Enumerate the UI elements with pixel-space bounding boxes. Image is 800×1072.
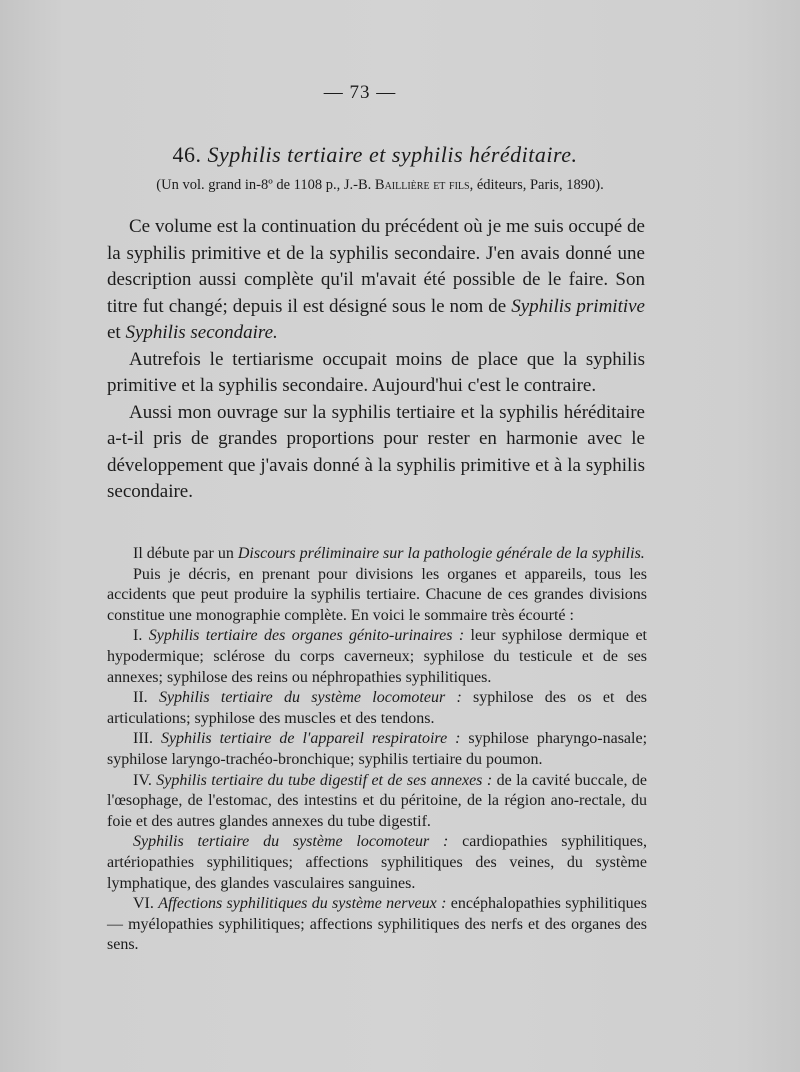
summary-p1-italic: Discours préliminaire sur la pathologie générale de la syphilis. — [237, 545, 645, 562]
summary-item-title: Syphilis tertiaire des organes génito-urinaires : — [148, 627, 465, 645]
intro-p1-italic-1: Syphilis primitive — [511, 295, 645, 317]
publication-info-part2: , éditeurs, Paris, 1890). — [469, 177, 604, 193]
summary-text — [107, 544, 647, 956]
summary-item-5 — [107, 832, 647, 894]
summary-paragraph-1 — [107, 544, 647, 565]
summary-p1-text: Il débute par un — [133, 545, 238, 562]
summary-paragraph-2: Puis je décris, en prenant pour divisions les organes et appareils, tous les accidents que peut produire la syphilis tertiaire. Chacune de ces grandes divisions constitue une monographie complète. En voici le sommaire très écourté : — [107, 565, 647, 624]
summary-item-6 — [107, 894, 647, 956]
intro-p1-text-a: Ce volume est la continuation du précédent où je me suis occupé de la syphilis primitive et de la syphilis secondaire. J'en avais donné une description aussi complète qu'il m'avait été possible de le faire. Son titre fut changé; depuis il est désigné sous le nom de — [107, 216, 645, 317]
summary-item-number: III. — [133, 730, 161, 748]
intro-p1-text-b: et — [107, 322, 126, 343]
summary-item-text: syphilose des os et des articulations; syphilose des muscles et des tendons. — [107, 689, 648, 727]
summary-item-text: encéphalopathies syphilitiques — myélopathies syphilitiques; affections syphilitiques des nerfs et des organes des sens. — [107, 895, 647, 954]
intro-p1-italic-2: Syphilis secondaire. — [125, 322, 278, 343]
summary-item-1 — [107, 626, 647, 688]
section-number: 46. — [172, 142, 202, 167]
intro-paragraph-1 — [107, 214, 645, 347]
section-title — [0, 142, 750, 168]
summary-item-title: Syphilis tertiaire de l'appareil respiratoire : — [160, 730, 461, 748]
summary-item-2 — [107, 688, 647, 729]
summary-item-text: cardiopathies syphilitiques, artériopathies syphilitiques; affections syphilitiques des veines, du système lymphatique, des glandes vasculaires sanguines. — [107, 833, 648, 892]
summary-item-number: IV. — [133, 771, 157, 789]
publication-info-part1: (Un vol. grand in-8º de 1108 p., J.-B. — [156, 177, 375, 193]
summary-item-text: leur syphilose dermique et hypodermique; sclérose du corps caverneux; syphilose du testicule et de ses annexes; syphilose des reins ou néphropathies syphilitiques. — [107, 627, 647, 686]
summary-item-title: Syphilis tertiaire du tube digestif et de ses annexes : — [156, 771, 493, 789]
summary-item-text: de la cavité buccale, de l'œsophage, de l'estomac, des intestins et du péritoine, de la région ano-rectale, du foie et des autres glandes annexes du tube digestif. — [107, 771, 648, 830]
summary-item-3 — [107, 729, 647, 770]
summary-item-title: Affections syphilitiques du système nerveux : — [158, 895, 447, 913]
summary-item-4 — [107, 771, 647, 833]
summary-item-number: II. — [133, 689, 159, 707]
intro-paragraph-3: Aussi mon ouvrage sur la syphilis tertiaire et la syphilis héréditaire a-t-il pris de grandes proportions pour rester en harmonie avec le développement que j'avais donné à la syphilis primitive et à la syphilis secondaire. — [107, 401, 645, 502]
intro-text — [107, 214, 645, 506]
summary-item-text: syphilose pharyngo-nasale; syphilose laryngo-trachéo-bronchique; syphilis tertiaire du poumon. — [107, 730, 648, 768]
summary-item-number: I. — [133, 627, 149, 645]
summary-item-title: Syphilis tertiaire du système locomoteur : — [133, 833, 449, 851]
summary-item-title: Syphilis tertiaire du système locomoteur : — [158, 689, 462, 707]
publication-info — [0, 177, 760, 194]
section-title-text: Syphilis tertiaire et syphilis héréditaire. — [207, 142, 578, 167]
intro-paragraph-2: Autrefois le tertiarisme occupait moins de place que la syphilis primitive et la syphilis secondaire. Aujourd'hui c'est le contraire. — [107, 348, 645, 396]
summary-item-number: VI. — [133, 895, 159, 913]
page-number: — 73 — — [323, 82, 397, 103]
publisher-name: Baillière et fils — [374, 177, 470, 193]
